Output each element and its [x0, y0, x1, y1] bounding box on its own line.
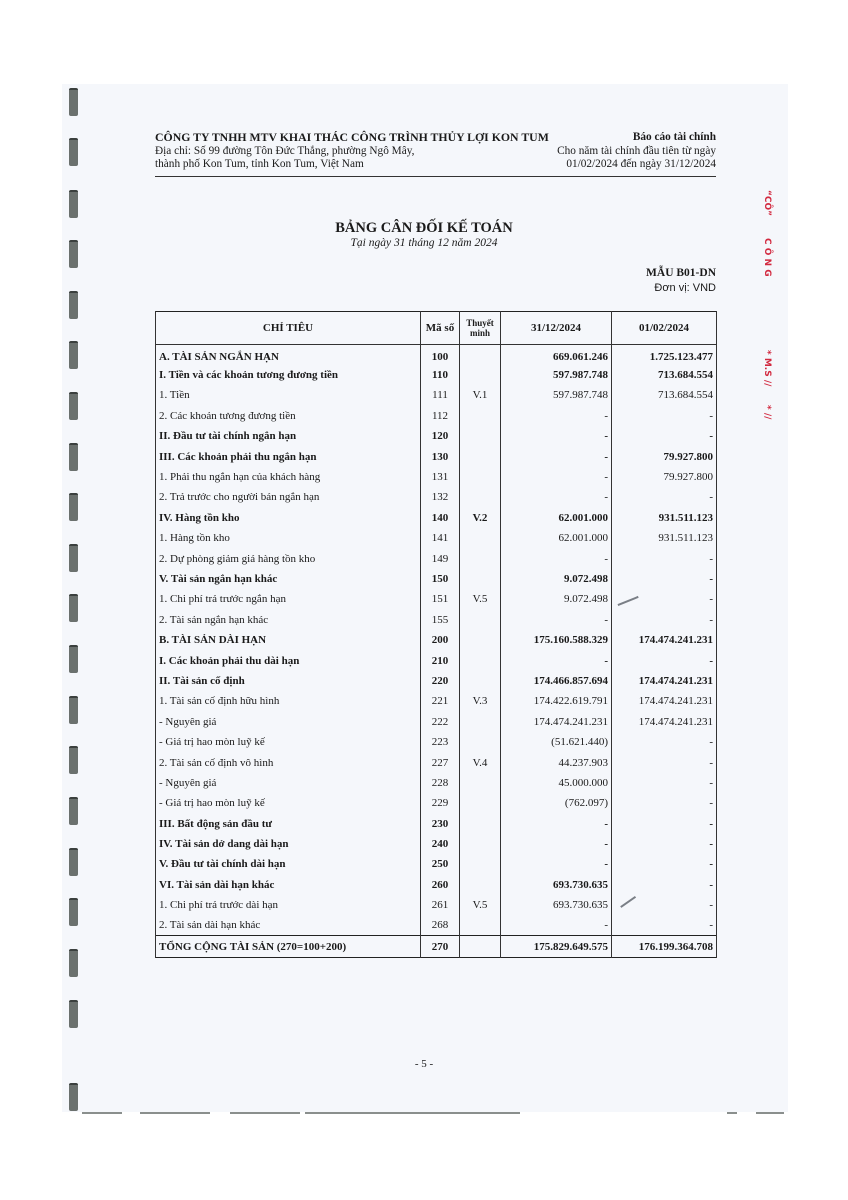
table-row [156, 813, 717, 833]
total-row-begin-value: 176.199.364.708 [612, 936, 717, 958]
col-header-code: Mã số [421, 312, 460, 345]
table-row [156, 467, 717, 487]
total-row-note [460, 936, 501, 958]
row-note [460, 345, 501, 365]
row-end-value: 693.730.635 [501, 875, 612, 895]
binding-hole [69, 594, 78, 622]
row-code: 132 [421, 487, 460, 507]
row-end-value: 174.466.857.694 [501, 671, 612, 691]
row-note: V.4 [460, 752, 501, 772]
binding-hole [69, 493, 78, 521]
row-note [460, 793, 501, 813]
row-note [460, 854, 501, 874]
row-begin-value: - [612, 732, 717, 752]
stamp-fragment: * // [762, 405, 772, 420]
table-row [156, 773, 717, 793]
row-end-value: - [501, 854, 612, 874]
address-line-1: Địa chỉ: Số 99 đường Tôn Đức Thắng, phường Ngô Mây, [155, 144, 415, 157]
row-end-value: 45.000.000 [501, 773, 612, 793]
row-begin-value: - [612, 650, 717, 670]
table-row [156, 671, 717, 691]
scan-edge-line [727, 1112, 737, 1114]
row-label: A. TÀI SẢN NGẮN HẠN [156, 345, 421, 365]
row-begin-value: - [612, 406, 717, 426]
row-code: 149 [421, 548, 460, 568]
row-label: IV. Hàng tồn kho [156, 508, 421, 528]
table-row [156, 691, 717, 711]
row-begin-value: 931.511.123 [612, 528, 717, 548]
row-code: 229 [421, 793, 460, 813]
scan-edge-line [230, 1112, 300, 1114]
row-label: 2. Tài sản cố định vô hình [156, 752, 421, 772]
table-row [156, 548, 717, 568]
row-note [460, 610, 501, 630]
row-begin-value: - [612, 487, 717, 507]
row-code: 228 [421, 773, 460, 793]
row-note [460, 446, 501, 466]
row-label: 1. Phải thu ngắn hạn của khách hàng [156, 467, 421, 487]
row-end-value: 62.001.000 [501, 508, 612, 528]
row-code: 155 [421, 610, 460, 630]
row-code: 268 [421, 915, 460, 935]
row-begin-value: 79.927.800 [612, 467, 717, 487]
row-label: 2. Tài sản ngắn hạn khác [156, 610, 421, 630]
row-note [460, 732, 501, 752]
row-label: I. Các khoản phải thu dài hạn [156, 650, 421, 670]
row-begin-value: - [612, 589, 717, 609]
company-name: CÔNG TY TNHH MTV KHAI THÁC CÔNG TRÌNH THỦY LỢI KON TUM [155, 130, 549, 144]
form-info [646, 266, 716, 296]
row-end-value: - [501, 467, 612, 487]
row-end-value: - [501, 406, 612, 426]
binding-hole [69, 848, 78, 876]
binding-hole [69, 898, 78, 926]
row-begin-value: 174.474.241.231 [612, 630, 717, 650]
binding-hole [69, 392, 78, 420]
row-end-value: - [501, 426, 612, 446]
row-note [460, 773, 501, 793]
binding-hole [69, 797, 78, 825]
binding-hole [69, 949, 78, 977]
table-row [156, 569, 717, 589]
scan-edge-line [82, 1112, 122, 1114]
row-end-value: - [501, 548, 612, 568]
address-line-2: thành phố Kon Tum, tỉnh Kon Tum, Việt Nam [155, 158, 364, 170]
row-begin-value: 713.684.554 [612, 385, 717, 405]
row-begin-value: 1.725.123.477 [612, 345, 717, 365]
row-label: III. Bất động sản đầu tư [156, 813, 421, 833]
col-header-note: Thuyết minh [460, 312, 501, 345]
table-row [156, 487, 717, 507]
row-note [460, 406, 501, 426]
row-label: VI. Tài sản dài hạn khác [156, 875, 421, 895]
page-number: - 5 - [414, 1058, 434, 1070]
table-row [156, 528, 717, 548]
stamp-fragment: “CÔ” [762, 190, 772, 217]
row-label: 1. Hàng tồn kho [156, 528, 421, 548]
scan-edge-line [756, 1112, 784, 1114]
document-subtitle: Tại ngày 31 tháng 12 năm 2024 [350, 237, 498, 249]
table-row [156, 426, 717, 446]
table-row [156, 508, 717, 528]
binding-hole [69, 696, 78, 724]
row-code: 150 [421, 569, 460, 589]
row-begin-value: - [612, 854, 717, 874]
row-label: 1. Chi phí trả trước ngắn hạn [156, 589, 421, 609]
binding-hole [69, 88, 78, 116]
row-note: V.5 [460, 895, 501, 915]
row-label: 2. Các khoản tương đương tiền [156, 406, 421, 426]
row-label: IV. Tài sản dở dang dài hạn [156, 834, 421, 854]
binding-hole [69, 746, 78, 774]
row-note: V.5 [460, 589, 501, 609]
table-row [156, 406, 717, 426]
row-code: 130 [421, 446, 460, 466]
total-row-label: TỔNG CỘNG TÀI SẢN (270=100+200) [156, 936, 421, 958]
row-note [460, 834, 501, 854]
row-note [460, 671, 501, 691]
stamp-fragment: C Ô N G [762, 238, 772, 277]
row-end-value: 669.061.246 [501, 345, 612, 365]
binding-hole [69, 443, 78, 471]
col-header-begin-date: 01/02/2024 [612, 312, 717, 345]
stamp-fragment: * M.S // [762, 350, 772, 387]
row-note [460, 528, 501, 548]
table-row [156, 365, 717, 385]
row-begin-value: 174.474.241.231 [612, 691, 717, 711]
row-begin-value: 79.927.800 [612, 446, 717, 466]
row-code: 141 [421, 528, 460, 548]
row-note: V.3 [460, 691, 501, 711]
row-code: 200 [421, 630, 460, 650]
row-end-value: 9.072.498 [501, 569, 612, 589]
row-end-value: - [501, 487, 612, 507]
row-note [460, 426, 501, 446]
row-end-value: 597.987.748 [501, 365, 612, 385]
table-row [156, 446, 717, 466]
row-begin-value: - [612, 875, 717, 895]
row-code: 140 [421, 508, 460, 528]
row-end-value: 693.730.635 [501, 895, 612, 915]
row-label: 1. Tiền [156, 385, 421, 405]
scan-edge-line [305, 1112, 520, 1114]
row-label: III. Các khoản phải thu ngắn hạn [156, 446, 421, 466]
row-end-value: (762.097) [501, 793, 612, 813]
document-title: BẢNG CÂN ĐỐI KẾ TOÁN [335, 220, 513, 236]
row-code: 112 [421, 406, 460, 426]
row-end-value: - [501, 446, 612, 466]
row-label: B. TÀI SẢN DÀI HẠN [156, 630, 421, 650]
row-label: I. Tiền và các khoản tương đương tiền [156, 365, 421, 385]
binding-hole [69, 544, 78, 572]
table-total-row [156, 936, 717, 958]
row-code: 100 [421, 345, 460, 365]
row-end-value: - [501, 650, 612, 670]
row-begin-value: - [612, 426, 717, 446]
table-row [156, 650, 717, 670]
row-code: 110 [421, 365, 460, 385]
table-row [156, 345, 717, 365]
row-code: 210 [421, 650, 460, 670]
row-begin-value: - [612, 834, 717, 854]
scan-edge-line [140, 1112, 210, 1114]
row-note [460, 365, 501, 385]
row-begin-value: 174.474.241.231 [612, 712, 717, 732]
binding-hole [69, 1000, 78, 1028]
row-note [460, 915, 501, 935]
row-label: - Giá trị hao mòn luỹ kế [156, 732, 421, 752]
row-end-value: 44.237.903 [501, 752, 612, 772]
row-end-value: 597.987.748 [501, 385, 612, 405]
table-row [156, 793, 717, 813]
balance-sheet-table [155, 311, 717, 958]
row-note [460, 569, 501, 589]
row-note [460, 650, 501, 670]
binding-hole [69, 138, 78, 166]
row-label: II. Đầu tư tài chính ngắn hạn [156, 426, 421, 446]
table-row [156, 752, 717, 772]
total-row-end-value: 175.829.649.575 [501, 936, 612, 958]
row-label: 2. Dự phòng giảm giá hàng tồn kho [156, 548, 421, 568]
col-header-end-date: 31/12/2024 [501, 312, 612, 345]
row-code: 151 [421, 589, 460, 609]
table-row [156, 854, 717, 874]
currency-unit: Đơn vị: VND [654, 282, 716, 294]
row-label: II. Tài sản cố định [156, 671, 421, 691]
row-code: 261 [421, 895, 460, 915]
table-row [156, 630, 717, 650]
table-row [156, 610, 717, 630]
row-end-value: 174.474.241.231 [501, 712, 612, 732]
table-row [156, 732, 717, 752]
row-begin-value: - [612, 773, 717, 793]
row-label: V. Đầu tư tài chính dài hạn [156, 854, 421, 874]
row-begin-value: 931.511.123 [612, 508, 717, 528]
row-end-value: - [501, 915, 612, 935]
row-begin-value: - [612, 569, 717, 589]
row-label: 1. Chi phí trả trước dài hạn [156, 895, 421, 915]
table-header-row [156, 312, 717, 345]
row-label: V. Tài sản ngắn hạn khác [156, 569, 421, 589]
binding-hole [69, 341, 78, 369]
row-begin-value: - [612, 813, 717, 833]
row-label: - Nguyên giá [156, 712, 421, 732]
row-note [460, 630, 501, 650]
row-label: - Giá trị hao mòn luỹ kế [156, 793, 421, 813]
row-begin-value: 174.474.241.231 [612, 671, 717, 691]
header-divider [155, 176, 716, 177]
row-note [460, 875, 501, 895]
form-code: MẪU B01-DN [646, 267, 716, 279]
row-code: 221 [421, 691, 460, 711]
row-label: - Nguyên giá [156, 773, 421, 793]
binding-hole [69, 645, 78, 673]
row-begin-value: - [612, 752, 717, 772]
row-code: 230 [421, 813, 460, 833]
row-note [460, 487, 501, 507]
row-note [460, 813, 501, 833]
row-end-value: - [501, 610, 612, 630]
row-note [460, 548, 501, 568]
row-begin-value: - [612, 793, 717, 813]
row-code: 220 [421, 671, 460, 691]
binding-hole [69, 291, 78, 319]
row-code: 250 [421, 854, 460, 874]
table-row [156, 385, 717, 405]
row-begin-value: - [612, 915, 717, 935]
table-row [156, 915, 717, 935]
table-row [156, 875, 717, 895]
row-note: V.1 [460, 385, 501, 405]
row-end-value: 175.160.588.329 [501, 630, 612, 650]
row-note [460, 467, 501, 487]
row-label: 2. Trả trước cho người bán ngắn hạn [156, 487, 421, 507]
table-row [156, 712, 717, 732]
row-note: V.2 [460, 508, 501, 528]
period-line-2: 01/02/2024 đến ngày 31/12/2024 [566, 158, 716, 170]
row-end-value: - [501, 834, 612, 854]
row-label: 2. Tài sản dài hạn khác [156, 915, 421, 935]
row-begin-value: - [612, 895, 717, 915]
row-end-value: - [501, 813, 612, 833]
row-code: 260 [421, 875, 460, 895]
row-end-value: 62.001.000 [501, 528, 612, 548]
binding-hole [69, 190, 78, 218]
row-end-value: 9.072.498 [501, 589, 612, 609]
table-row [156, 834, 717, 854]
row-note [460, 712, 501, 732]
report-type: Báo cáo tài chính [632, 131, 716, 143]
row-code: 240 [421, 834, 460, 854]
row-code: 120 [421, 426, 460, 446]
binding-hole [69, 1083, 78, 1111]
row-begin-value: - [612, 548, 717, 568]
total-row-code: 270 [421, 936, 460, 958]
row-code: 111 [421, 385, 460, 405]
row-code: 227 [421, 752, 460, 772]
row-begin-value: 713.684.554 [612, 365, 717, 385]
row-end-value: 174.422.619.791 [501, 691, 612, 711]
row-code: 131 [421, 467, 460, 487]
row-code: 223 [421, 732, 460, 752]
row-end-value: (51.621.440) [501, 732, 612, 752]
row-code: 222 [421, 712, 460, 732]
row-begin-value: - [612, 610, 717, 630]
row-label: 1. Tài sản cố định hữu hình [156, 691, 421, 711]
col-header-item: CHỈ TIÊU [156, 312, 421, 345]
period-line-1: Cho năm tài chính đầu tiên từ ngày [557, 144, 716, 157]
